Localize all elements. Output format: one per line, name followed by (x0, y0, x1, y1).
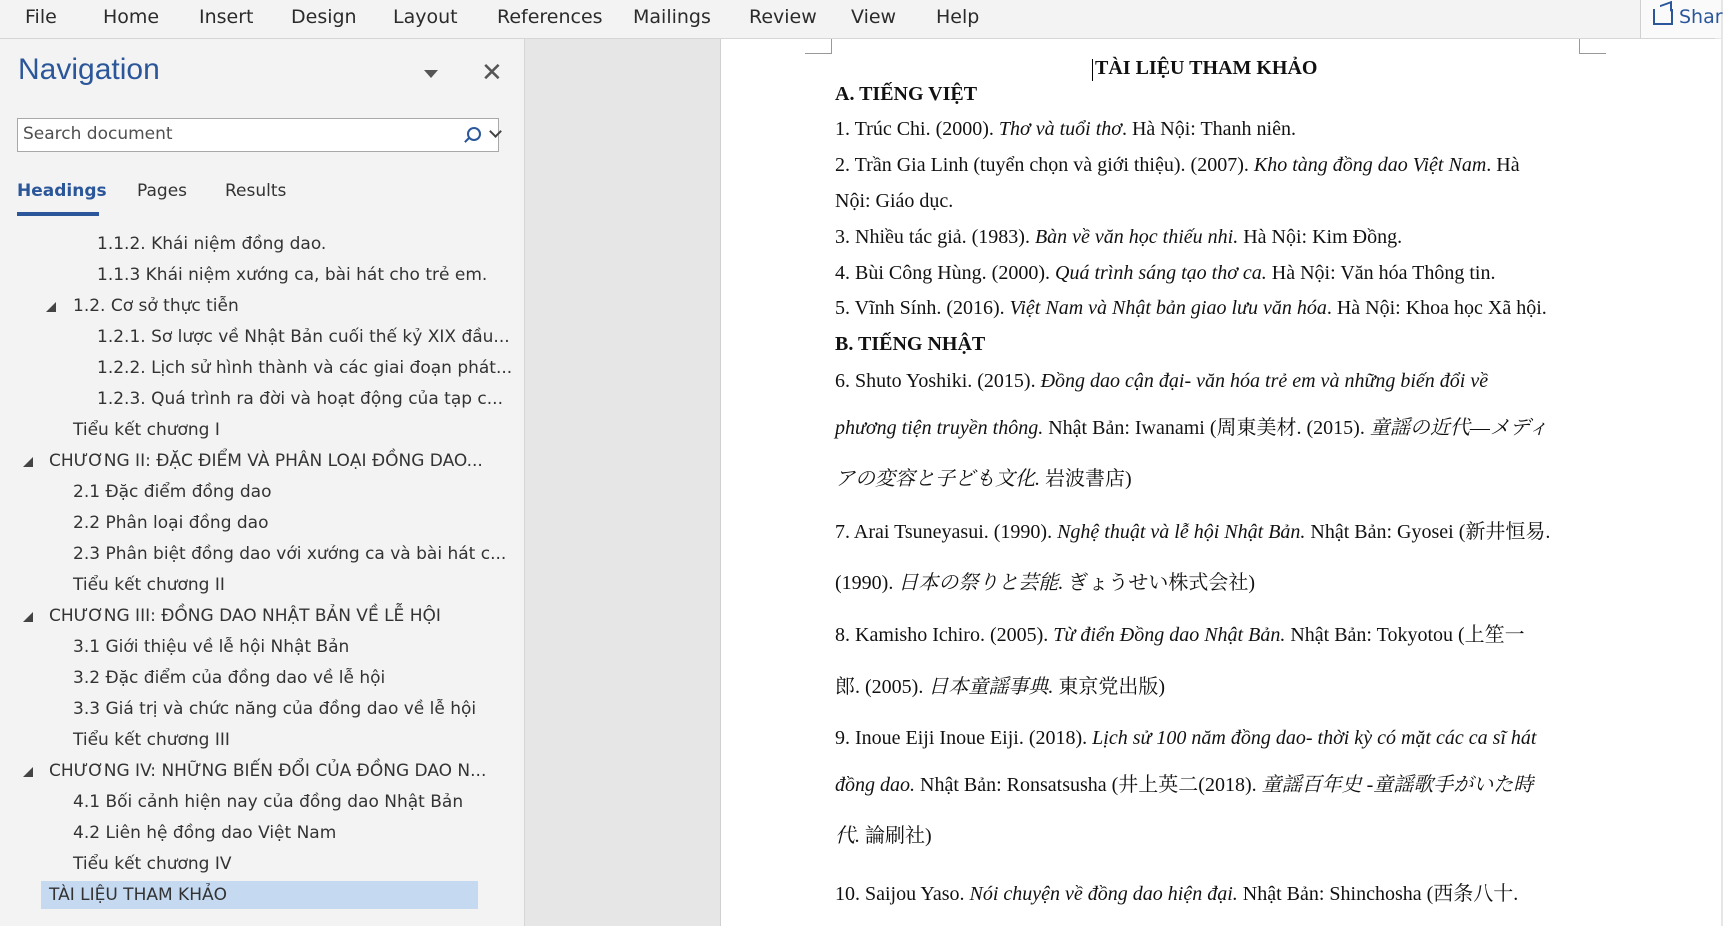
heading-item[interactable]: 2.2 Phân loại đồng dao (73, 513, 269, 533)
active-tab-indicator (17, 212, 99, 216)
share-icon (1653, 9, 1673, 25)
text-cursor (1092, 59, 1093, 81)
reference-line: 代. 論刷社) (835, 825, 932, 847)
heading-item[interactable]: 1.1.2. Khái niệm đồng dao. (97, 234, 327, 254)
tab-pages[interactable]: Pages (137, 181, 188, 201)
heading-item[interactable]: 1.2.2. Lịch sử hình thành và các giai đoạn phát... (97, 358, 513, 378)
share-label: Shar (1679, 6, 1723, 28)
reference-line: 郎. (2005). 日本童謡事典. 東京党出版) (835, 676, 1165, 698)
navigation-pane (0, 39, 525, 926)
menu-help[interactable]: Help (936, 6, 980, 28)
collapse-triangle-icon[interactable] (46, 302, 56, 312)
ribbon-menu-bar (0, 0, 1723, 39)
heading-item[interactable]: 1.1.3 Khái niệm xướng ca, bài hát cho trẻ em. (97, 265, 488, 285)
collapse-triangle-icon[interactable] (23, 457, 33, 467)
reference-line: 3. Nhiều tác giả. (1983). Bàn về văn học thiếu nhi. Hà Nội: Kim Đồng. (835, 226, 1403, 248)
crop-mark (805, 39, 832, 54)
menu-references[interactable]: References (497, 6, 603, 28)
doc-title: TÀI LIỆU THAM KHẢO (1095, 57, 1318, 79)
menu-insert[interactable]: Insert (199, 6, 254, 28)
section-heading: A. TIẾNG VIỆT (835, 83, 978, 105)
heading-item[interactable]: CHƯƠNG III: ĐỒNG DAO NHẬT BẢN VỀ LỄ HỘI (49, 606, 441, 626)
menu-mailings[interactable]: Mailings (633, 6, 711, 28)
reference-line: 8. Kamisho Ichiro. (2005). Từ điển Đồng dao Nhật Bản. Nhật Bản: Tokyotou (上笙一 (835, 624, 1525, 646)
reference-line: (1990). 日本の祭りと芸能. ぎょうせい株式会社) (835, 572, 1255, 594)
reference-line: 4. Bùi Công Hùng. (2000). Quá trình sáng tạo thơ ca. Hà Nội: Văn hóa Thông tin. (835, 262, 1496, 284)
search-input[interactable] (23, 121, 443, 147)
menu-layout[interactable]: Layout (393, 6, 458, 28)
heading-item[interactable]: 1.2. Cơ sở thực tiễn (73, 296, 239, 316)
menu-view[interactable]: View (851, 6, 897, 28)
reference-line: 7. Arai Tsuneyasui. (1990). Nghệ thuật và lễ hội Nhật Bản. Nhật Bản: Gyosei (新井恒易. (835, 521, 1551, 543)
heading-item[interactable]: CHƯƠNG II: ĐẶC ĐIỂM VÀ PHÂN LOẠI ĐỒNG DAO... (49, 451, 483, 471)
reference-line: Nội: Giáo dục. (835, 190, 954, 212)
tab-headings[interactable]: Headings (17, 181, 107, 201)
reference-line: 9. Inoue Eiji Inoue Eiji. (2018). Lịch sử 100 năm đồng dao- thời kỳ có mặt các ca sĩ hát (835, 727, 1537, 749)
tab-results[interactable]: Results (225, 181, 287, 201)
reference-line: phương tiện truyền thông. Nhật Bản: Iwanami (周東美材. (2015). 童謡の近代―メディ (835, 417, 1549, 439)
reference-line: 1. Trúc Chi. (2000). Thơ và tuổi thơ. Hà Nội: Thanh niên. (835, 118, 1296, 140)
navigation-title: Navigation (18, 53, 160, 86)
search-box (17, 118, 499, 152)
heading-item[interactable]: 3.1 Giới thiệu về lễ hội Nhật Bản (73, 637, 350, 657)
heading-item[interactable]: 1.2.3. Quá trình ra đời và hoạt động của tạp c... (97, 389, 503, 409)
menu-design[interactable]: Design (291, 6, 357, 28)
reference-line: 2. Trần Gia Linh (tuyển chọn và giới thiệu). (2007). Kho tàng đồng dao Việt Nam. Hà (835, 154, 1520, 176)
section-heading: B. TIẾNG NHẬT (835, 333, 986, 355)
reference-line: 6. Shuto Yoshiki. (2015). Đồng dao cận đại- văn hóa trẻ em và những biến đổi về (835, 370, 1489, 392)
reference-line: アの変容と子ども文化. 岩波書店) (835, 468, 1132, 490)
menu-home[interactable]: Home (103, 6, 160, 28)
collapse-triangle-icon[interactable] (23, 612, 33, 622)
heading-item[interactable]: 4.2 Liên hệ đồng dao Việt Nam (73, 823, 337, 843)
close-icon[interactable]: ✕ (481, 58, 503, 88)
reference-line: 5. Vĩnh Sính. (2016). Việt Nam và Nhật bản giao lưu văn hóa. Hà Nội: Khoa học Xã hội. (835, 297, 1547, 319)
heading-item[interactable]: Tiểu kết chương II (73, 575, 225, 595)
share-button[interactable] (1640, 0, 1721, 38)
menu-review[interactable]: Review (749, 6, 817, 28)
reference-line: 10. Saijou Yaso. Nói chuyện về đồng dao hiện đại. Nhật Bản: Shinchosha (西条八十. (835, 883, 1519, 905)
pane-options-chevron-down-icon[interactable] (424, 70, 438, 78)
crop-mark (1579, 39, 1606, 54)
heading-item[interactable]: 2.1 Đặc điểm đồng dao (73, 482, 272, 502)
search-icon[interactable] (467, 127, 481, 141)
heading-item-selected[interactable]: TÀI LIỆU THAM KHẢO (41, 881, 478, 909)
heading-item[interactable]: Tiểu kết chương I (73, 420, 220, 440)
heading-item[interactable]: 2.3 Phân biệt đồng dao với xướng ca và bài hát c... (73, 544, 507, 564)
heading-item[interactable]: Tiểu kết chương IV (73, 854, 232, 874)
heading-item[interactable]: 4.1 Bối cảnh hiện nay của đồng dao Nhật Bản (73, 792, 464, 812)
heading-item[interactable]: 3.2 Đặc điểm của đồng dao về lễ hội (73, 668, 386, 688)
collapse-triangle-icon[interactable] (23, 767, 33, 777)
heading-item[interactable]: CHƯƠNG IV: NHỮNG BIẾN ĐỔI CỦA ĐỒNG DAO N... (49, 761, 487, 781)
reference-line: đồng dao. Nhật Bản: Ronsatsusha (井上英二(2018). 童謡百年史 -童謡歌手がいた時 (835, 774, 1534, 796)
heading-item[interactable]: 3.3 Giá trị và chức năng của đồng dao về lễ hội (73, 699, 477, 719)
heading-item[interactable]: 1.2.1. Sơ lược về Nhật Bản cuối thế kỷ XIX đầu... (97, 327, 510, 347)
menu-file[interactable]: File (25, 6, 57, 28)
heading-item[interactable]: Tiểu kết chương III (73, 730, 230, 750)
search-options-chevron-down-icon[interactable] (489, 125, 502, 138)
